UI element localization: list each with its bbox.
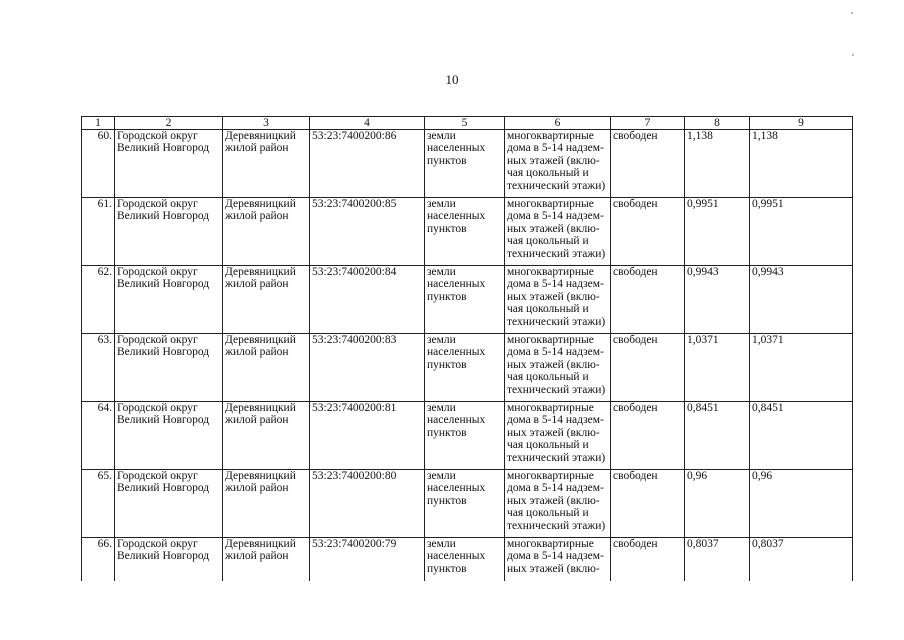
status-cell: свободен [611, 266, 685, 334]
area-cell: 1,138 [750, 130, 853, 198]
area-cell: 0,8451 [750, 402, 853, 470]
land-plots-table [81, 116, 853, 588]
cadastral-number-cell: 53:23:7400200:81 [310, 402, 425, 470]
table-row [82, 266, 853, 334]
owner-cell: Городской округ Великий Новгород [115, 130, 223, 198]
status-cell: свободен [611, 130, 685, 198]
column-header: 8 [685, 117, 750, 130]
area-cell: 0,9943 [685, 266, 750, 334]
column-header: 3 [223, 117, 310, 130]
owner-cell: Городской округ Великий Новгород [115, 470, 223, 538]
land-category-cell: земли населенных пунктов [425, 470, 505, 538]
owner-cell: Городской округ Великий Новгород [115, 334, 223, 402]
area-cell: 0,8451 [685, 402, 750, 470]
row-number: 65. [82, 470, 115, 538]
cadastral-number-cell: 53:23:7400200:80 [310, 470, 425, 538]
status-cell: свободен [611, 198, 685, 266]
status-cell: свободен [611, 538, 685, 588]
land-category-cell: земли населенных пунктов [425, 198, 505, 266]
district-cell: Деревяницкий жилой район [223, 538, 310, 588]
owner-cell: Городской округ Великий Новгород [115, 198, 223, 266]
area-cell: 0,96 [685, 470, 750, 538]
area-cell: 0,96 [750, 470, 853, 538]
column-header: 2 [115, 117, 223, 130]
land-category-cell: земли населенных пунктов [425, 334, 505, 402]
page-bottom-margin [0, 581, 904, 640]
column-number-row [82, 117, 853, 130]
status-cell: свободен [611, 334, 685, 402]
area-cell: 0,8037 [750, 538, 853, 588]
column-header: 6 [505, 117, 611, 130]
column-header: 5 [425, 117, 505, 130]
column-header: 7 [611, 117, 685, 130]
cadastral-number-cell: 53:23:7400200:79 [310, 538, 425, 588]
area-cell: 1,0371 [750, 334, 853, 402]
land-category-cell: земли населенных пунктов [425, 402, 505, 470]
district-cell: Деревяницкий жилой район [223, 130, 310, 198]
area-cell: 0,8037 [685, 538, 750, 588]
row-number: 61. [82, 198, 115, 266]
permitted-use-cell: многоквартирные дома в 5-14 надзем- ных этажей (вклю- чая цокольный и технический этажи) [505, 198, 611, 266]
row-number: 60. [82, 130, 115, 198]
table-row [82, 334, 853, 402]
permitted-use-cell: многоквартирные дома в 5-14 надзем- ных этажей (вклю- [505, 538, 611, 588]
permitted-use-cell: многоквартирные дома в 5-14 надзем- ных этажей (вклю- чая цокольный и технический этажи) [505, 130, 611, 198]
scan-speck [851, 12, 853, 14]
district-cell: Деревяницкий жилой район [223, 334, 310, 402]
owner-cell: Городской округ Великий Новгород [115, 538, 223, 588]
row-number: 62. [82, 266, 115, 334]
status-cell: свободен [611, 470, 685, 538]
row-number: 66. [82, 538, 115, 588]
permitted-use-cell: многоквартирные дома в 5-14 надзем- ных этажей (вклю- чая цокольный и технический этажи) [505, 402, 611, 470]
area-cell: 1,0371 [685, 334, 750, 402]
column-header: 4 [310, 117, 425, 130]
district-cell: Деревяницкий жилой район [223, 470, 310, 538]
cadastral-number-cell: 53:23:7400200:84 [310, 266, 425, 334]
area-cell: 0,9951 [685, 198, 750, 266]
district-cell: Деревяницкий жилой район [223, 198, 310, 266]
cadastral-number-cell: 53:23:7400200:85 [310, 198, 425, 266]
permitted-use-cell: многоквартирные дома в 5-14 надзем- ных этажей (вклю- чая цокольный и технический этажи) [505, 334, 611, 402]
column-header: 9 [750, 117, 853, 130]
row-number: 64. [82, 402, 115, 470]
cadastral-number-cell: 53:23:7400200:86 [310, 130, 425, 198]
land-category-cell: земли населенных пунктов [425, 130, 505, 198]
table-row [82, 470, 853, 538]
scan-speck [852, 54, 854, 56]
permitted-use-cell: многоквартирные дома в 5-14 надзем- ных этажей (вклю- чая цокольный и технический этажи) [505, 470, 611, 538]
area-cell: 0,9943 [750, 266, 853, 334]
table-row [82, 402, 853, 470]
table-row [82, 130, 853, 198]
land-category-cell: земли населенных пунктов [425, 266, 505, 334]
owner-cell: Городской округ Великий Новгород [115, 402, 223, 470]
district-cell: Деревяницкий жилой район [223, 402, 310, 470]
status-cell: свободен [611, 402, 685, 470]
permitted-use-cell: многоквартирные дома в 5-14 надзем- ных этажей (вклю- чая цокольный и технический этажи) [505, 266, 611, 334]
area-cell: 1,138 [685, 130, 750, 198]
area-cell: 0,9951 [750, 198, 853, 266]
cadastral-number-cell: 53:23:7400200:83 [310, 334, 425, 402]
page-number: 10 [445, 72, 459, 87]
column-header: 1 [82, 117, 115, 130]
table-row [82, 538, 853, 588]
land-category-cell: земли населенных пунктов [425, 538, 505, 588]
row-number: 63. [82, 334, 115, 402]
table-row [82, 198, 853, 266]
district-cell: Деревяницкий жилой район [223, 266, 310, 334]
owner-cell: Городской округ Великий Новгород [115, 266, 223, 334]
